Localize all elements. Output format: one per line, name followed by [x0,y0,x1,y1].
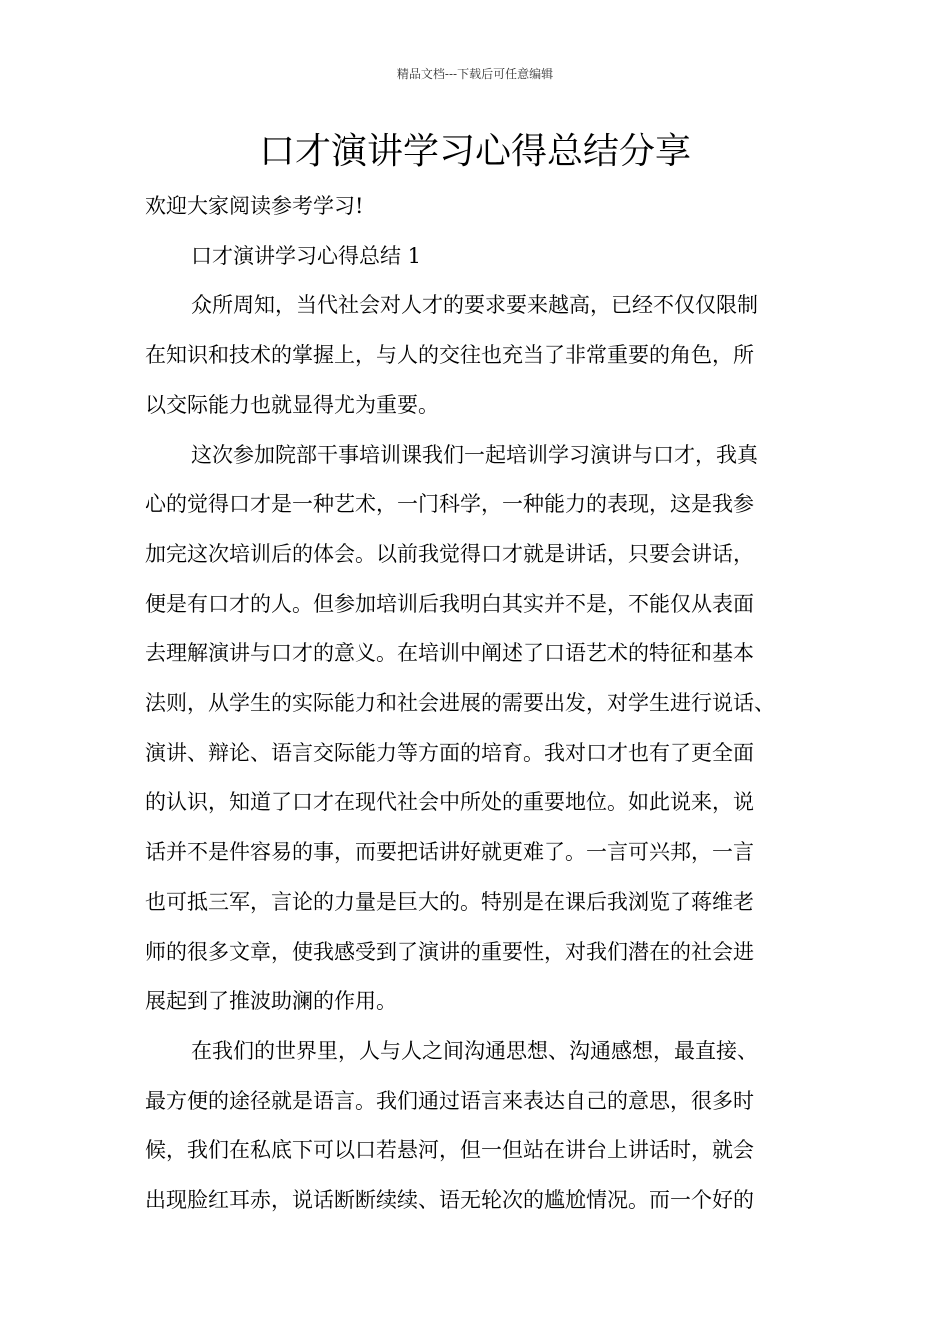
paragraph-2-line: 师的很多文章，使我感受到了演讲的重要性，对我们潜在的社会进 [145,939,754,964]
paragraph-2-line: 法则，从学生的实际能力和社会进展的需要出发，对学生进行说话、 [145,691,775,716]
paragraph-2-line: 的认识，知道了口才在现代社会中所处的重要地位。如此说来，说 [145,790,754,815]
paragraph-3-line: 出现脸红耳赤，说话断断续续、语无轮次的尴尬情况。而一个好的 [145,1188,754,1213]
paragraph-2-line: 话并不是件容易的事，而要把话讲好就更难了。一言可兴邦，一言 [145,840,754,865]
paragraph-3-line: 候，我们在私底下可以口若悬河，但一但站在讲台上讲话时，就会 [145,1138,754,1163]
paragraph-2-line: 加完这次培训后的体会。以前我觉得口才就是讲话，只要会讲话， [145,541,754,566]
greeting-line: 欢迎大家阅读参考学习! [145,194,364,218]
paragraph-1-line: 众所周知，当代社会对人才的要求要来越高，已经不仅仅限制 [191,293,758,318]
paragraph-2-line: 便是有口才的人。但参加培训后我明白其实并不是，不能仅从表面 [145,591,754,616]
paragraph-2-line: 也可抵三军，言论的力量是巨大的。特别是在课后我浏览了蒋维老 [145,889,754,914]
header-note: 精品文档---下载后可任意编辑 [396,67,554,81]
paragraph-2-line: 演讲、辩论、语言交际能力等方面的培育。我对口才也有了更全面 [145,740,754,765]
paragraph-3-line: 在我们的世界里，人与人之间沟通思想、沟通感想，最直接、 [191,1038,758,1063]
document-title: 口才演讲学习心得总结分享 [258,131,691,172]
paragraph-3-line: 最方便的途径就是语言。我们通过语言来表达自己的意思，很多时 [145,1088,754,1113]
section-heading: 口才演讲学习心得总结 1 [191,243,422,268]
paragraph-2-line: 这次参加院部干事培训课我们一起培训学习演讲与口才，我真 [191,442,758,467]
paragraph-2-line: 心的觉得口才是一种艺术，一门科学，一种能力的表现，这是我参 [145,492,754,517]
paragraph-2-line: 展起到了推波助澜的作用。 [145,989,397,1014]
paragraph-1-line: 在知识和技术的掌握上，与人的交往也充当了非常重要的角色，所 [145,343,754,368]
paragraph-1-line: 以交际能力也就显得尤为重要。 [145,392,439,417]
paragraph-2-line: 去理解演讲与口才的意义。在培训中阐述了口语艺术的特征和基本 [145,641,754,666]
document-body [145,182,810,1226]
